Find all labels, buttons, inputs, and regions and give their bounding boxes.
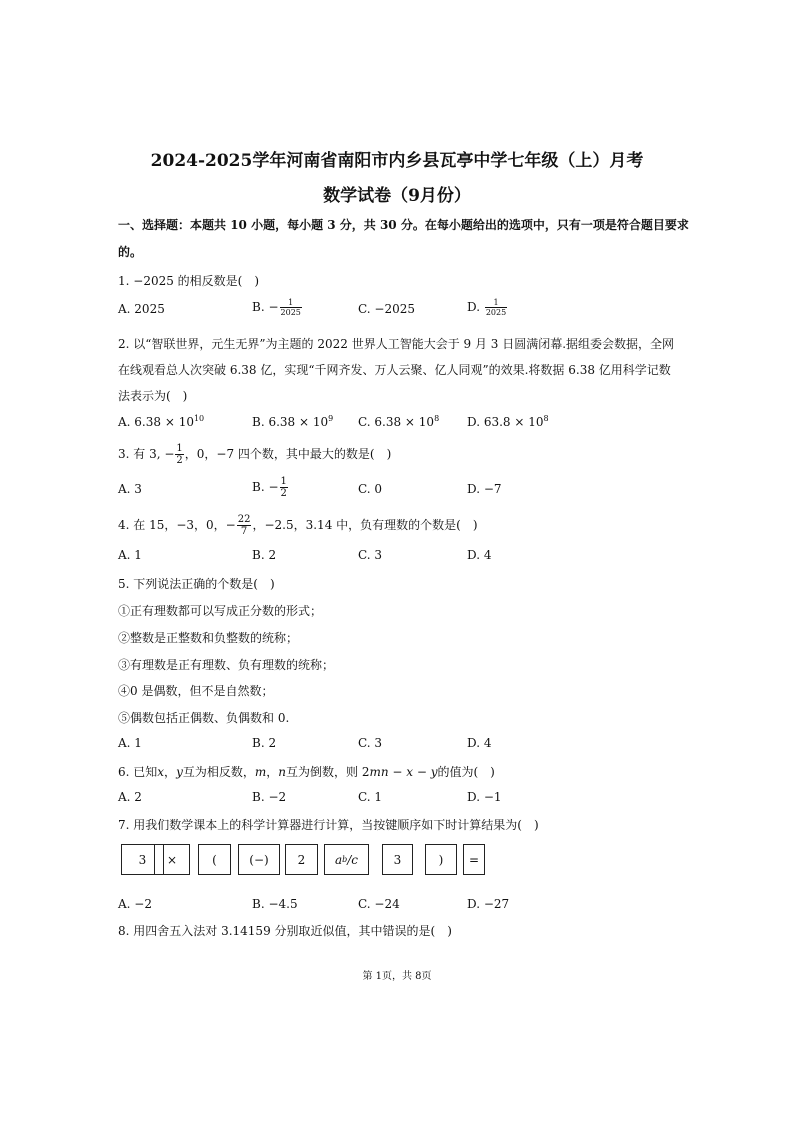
calculator-key-multiply [154, 844, 190, 875]
q5-statement-4: ④0 是偶数，但不是自然数； [118, 684, 274, 698]
q4-option-b: B. 2 [252, 548, 277, 562]
section1-desc-line1: 本题共 10 小题，每小题 3 分，共 30 分。在每小题给出的选项中，只有一项是符合题目要求 [190, 218, 689, 232]
q5-statement-2: ②整数是正整数和负整数的统称； [118, 631, 299, 645]
q1-stem: 1. −2025 的相反数是( ) [118, 274, 260, 288]
q4-option-d: D. 4 [467, 548, 492, 562]
q4-stem-fraction [237, 514, 252, 537]
fraction-denominator: 2025 [485, 308, 507, 317]
q4-stem [118, 514, 478, 537]
q3-stem-part1: 3. 有 3, − [118, 447, 175, 461]
fraction-denominator: 7 [240, 526, 248, 537]
q6-stem-part1: 6. 已知 [118, 765, 158, 779]
q6-option-c: C. 1 [358, 790, 383, 804]
q8-stem: 8. 用四舍五入法对 3.14159 分别取近似值，其中错误的是( ) [118, 924, 452, 938]
q2-d-base: D. 63.8 × 10 [467, 415, 544, 429]
q6-stem-part8: 的值为( ) [437, 765, 495, 779]
q2-option-c [358, 414, 439, 429]
q1-option-b [252, 298, 303, 317]
q2-option-b [252, 414, 333, 429]
q7-stem: 7. 用我们数学课本上的科学计算器进行计算，当按键顺序如下时计算结果为( ) [118, 818, 539, 832]
q6-stem-part7: − [413, 765, 431, 779]
key-label: (−) [249, 852, 269, 867]
q7-option-c: C. −24 [358, 897, 400, 911]
q6-var-m: m [254, 765, 267, 779]
q6-stem-part3: 互为相反数， [182, 765, 255, 779]
q2-a-exponent: 10 [193, 414, 205, 423]
q2-b-base: B. 6.38 × 10 [252, 415, 329, 429]
q2-line1: 2. 以“智联世界，元生无界”为主题的 2022 世界人工智能大会于 9 月 3 日圆满闭幕.据组委会数据，全网 [118, 337, 675, 351]
q3-option-b-prefix: B. − [252, 480, 279, 494]
page-number-footer: 第 1页，共 8页 [362, 971, 432, 982]
calculator-key-close-paren [425, 844, 457, 875]
q3-stem-fraction [175, 443, 183, 466]
q6-stem-part4: ， [266, 765, 279, 779]
q6-option-a: A. 2 [118, 790, 142, 804]
q6-stem-part2: ， [164, 765, 177, 779]
q6-var-mn: mn [369, 765, 389, 779]
q6-var-y2: y [430, 765, 438, 779]
q5-statement-1: ①正有理数都可以写成正分数的形式； [118, 604, 323, 618]
q1-option-b-prefix: B. − [252, 300, 279, 314]
calculator-key-equals [463, 844, 485, 875]
q3-option-b-fraction [280, 476, 288, 499]
q5-option-a: A. 1 [118, 736, 142, 750]
key-label: ) [438, 852, 444, 867]
key-label-c: /c [347, 852, 359, 867]
q1-option-d-fraction [485, 298, 507, 317]
fraction-denominator: 2 [280, 488, 287, 499]
calculator-key-fraction [324, 844, 369, 875]
key-label: 2 [297, 852, 306, 867]
q2-c-base: C. 6.38 × 10 [358, 415, 435, 429]
fraction-denominator: 2025 [280, 308, 301, 317]
section1-heading: 一、选择题： [118, 218, 191, 232]
calculator-key-3b [382, 844, 413, 875]
q2-option-d [467, 414, 549, 429]
calculator-key-negative [238, 844, 280, 875]
q1-option-d-prefix: D. [467, 300, 484, 314]
key-label: ( [212, 852, 217, 867]
q1-option-a: A. 2025 [118, 302, 165, 316]
q1-option-b-fraction [280, 298, 302, 317]
q6-var-x: x [157, 765, 165, 779]
q6-option-d: D. −1 [467, 790, 502, 804]
fraction-denominator: 2 [176, 455, 183, 466]
q5-option-d: D. 4 [467, 736, 492, 750]
q3-option-d: D. −7 [467, 482, 502, 496]
q3-option-a: A. 3 [118, 482, 142, 496]
key-label: = [468, 852, 480, 867]
q2-d-exponent: 8 [543, 414, 549, 423]
q5-statement-3: ③有理数是正有理数、负有理数的统称； [118, 658, 335, 672]
q7-option-d: D. −27 [467, 897, 510, 911]
fraction-numerator: 1 [485, 298, 507, 308]
q3-stem [118, 443, 391, 466]
q6-option-b: B. −2 [252, 790, 287, 804]
fraction-numerator: 1 [280, 476, 287, 487]
exam-title-line1: 2024-2025学年河南省南阳市内乡县瓦亭中学七年级（上）月考 [150, 151, 644, 171]
exam-title-line2: 数学试卷（9月份） [323, 186, 471, 206]
q3-option-b [252, 476, 289, 499]
key-label: 3 [393, 852, 402, 867]
q2-b-exponent: 9 [328, 414, 334, 423]
q2-c-exponent: 8 [434, 414, 440, 423]
q6-stem-part6: − [388, 765, 407, 779]
q5-stem: 5. 下列说法正确的个数是( ) [118, 577, 275, 591]
fraction-numerator: 1 [280, 298, 302, 308]
q2-line3: 法表示为( ) [118, 389, 188, 403]
key-label-b: b [342, 855, 348, 864]
q4-stem-part2: ，−2.5，3.14 中，负有理数的个数是( ) [252, 518, 478, 532]
q6-stem [118, 763, 495, 780]
q6-var-x2: x [406, 765, 414, 779]
q2-line2: 在线观看总人次突破 6.38 亿，实现“千网齐发、万人云聚、亿人同观”的效果.将数据 6.38 亿用科学记数 [118, 363, 671, 377]
section1-desc [118, 216, 689, 233]
q5-option-c: C. 3 [358, 736, 383, 750]
q6-var-y: y [176, 765, 183, 779]
key-label: 3 [138, 852, 147, 867]
key-label-a: a [334, 852, 343, 867]
q1-option-d [467, 298, 508, 317]
q1-option-c: C. −2025 [358, 302, 415, 316]
fraction-numerator: 22 [237, 514, 251, 525]
fraction-numerator: 1 [176, 443, 183, 454]
q3-option-c: C. 0 [358, 482, 383, 496]
key-label: × [166, 852, 178, 867]
q3-stem-part2: ，0，−7 四个数，其中最大的数是( ) [184, 447, 392, 461]
q2-a-base: A. 6.38 × 10 [118, 415, 194, 429]
q4-option-a: A. 1 [118, 548, 142, 562]
calculator-key-open-paren [198, 844, 231, 875]
q7-option-b: B. −4.5 [252, 897, 298, 911]
q5-statement-5: ⑤偶数包括正偶数、负偶数和 0. [118, 711, 290, 725]
q2-option-a [118, 414, 204, 429]
q5-option-b: B. 2 [252, 736, 277, 750]
q4-option-c: C. 3 [358, 548, 383, 562]
q7-option-a: A. −2 [118, 897, 152, 911]
section1-desc-line2: 的。 [118, 245, 143, 259]
calculator-key-2 [285, 844, 318, 875]
q6-stem-part5: 互为倒数，则 2 [286, 765, 370, 779]
q4-stem-part1: 4. 在 15，−3，0，− [118, 518, 236, 532]
q6-var-n: n [278, 765, 286, 779]
